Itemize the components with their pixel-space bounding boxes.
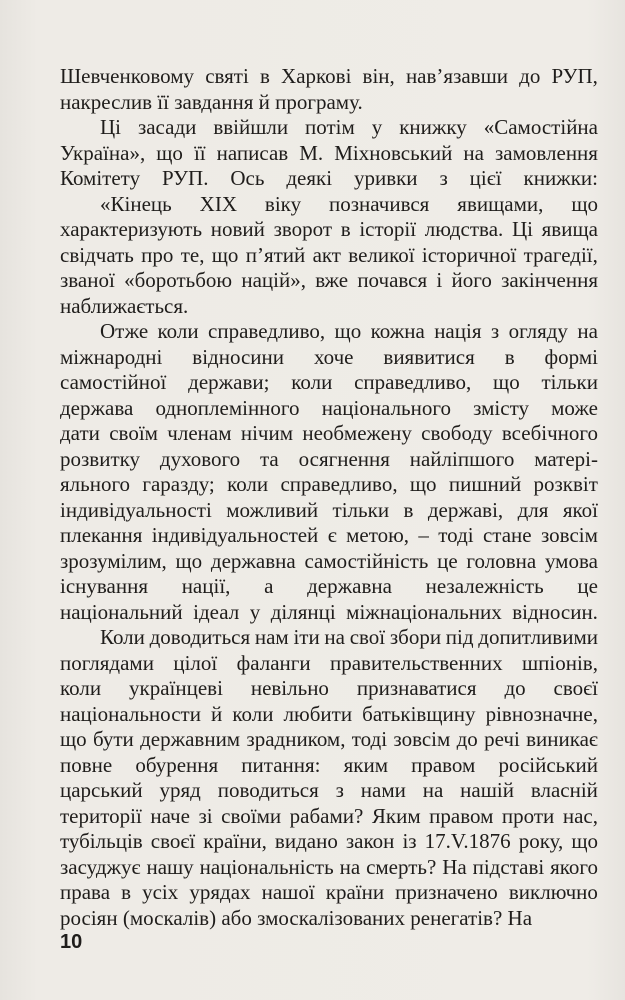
text-line: Україна», що її написав М. Міхновський на замовлення [60,140,598,165]
text-line: Ці засади ввійшли потім у книжку «Самостійна [100,115,598,139]
text-line: Шевченковому святі в Харкові він, нав’язавши до РУП, [60,64,598,88]
text-line: дати своїм членам нічим необмежену свободу всебічного [60,421,598,445]
page-number: 10 [60,931,83,953]
text-line: яльного гаразду; коли справедливо, що пишний розквіт [60,472,598,496]
text-line: індивідуальності можливий тільки в державі, для якої [60,497,598,522]
text-line: свідчать про те, що п’ятий акт великої історичної трагедії, [60,242,598,267]
text-line: держава одноплемінного національного змісту може [60,395,598,420]
text-line: Отже коли справедливо, що кожна нація з огляду на [100,319,598,343]
text-line: національности й коли любити батьківщину рівнозначне, [60,701,598,726]
text-line: Комітету РУП. Ось деякі уривки з цієї книжки: [60,166,598,190]
text-line: поглядами цілої фаланги правительственних шпіонів, [60,650,598,675]
text-line: існування нації, а державна незалежність це [60,574,598,598]
text-line: званої «боротьбою націй», вже почався і його закінчення [60,268,598,292]
text-line: характеризують новий зворот в історії людства. Ці явища [60,217,598,241]
text-line: царський уряд поводиться з нами на нашій власній [60,778,598,802]
text-line: тубільців своєї країни, видано закон із 17.V.1876 року, що [60,829,598,853]
text-line: коли українцеві невільно признаватися до своєї [60,676,598,700]
text-line: росіян (москалів) або змоскалізованих ренегатів? На [60,905,533,930]
page-body-text [60,64,598,931]
text-line: плекання індивідуальностей є метою, – тоді стане зовсім [60,523,598,547]
text-line: національний ідеал у ділянці міжнаціональних відносин. [60,599,598,624]
text-line: міжнародні відносини хоче виявитися в формі [60,344,598,369]
text-line: самостійної держави; коли справедливо, що тільки [60,370,598,394]
text-line: повне обурення питання: яким правом російський [60,752,598,777]
text-line: наближається. [60,293,189,318]
text-line: «Кінець XIX віку позначився явищами, що [100,191,598,216]
text-line: засуджує нашу національність на смерть? На підставі якого [60,854,598,879]
text-line: Коли доводиться нам іти на свої збори під допитливими [100,625,598,649]
text-line: розвитку духового та осягнення найліпшого матері- [60,446,598,471]
text-line: накреслив її завдання й програму. [60,89,363,114]
text-line: права в усіх урядах нашої країни призначено виключно [60,880,598,904]
text-line: що бути державним зрадником, тоді зовсім до речі виникає [60,727,598,751]
text-line: зрозумілим, що державна самостійність це головна умова [60,548,598,573]
text-line: території наче зі своїми рабами? Яким правом проти нас, [60,803,598,828]
